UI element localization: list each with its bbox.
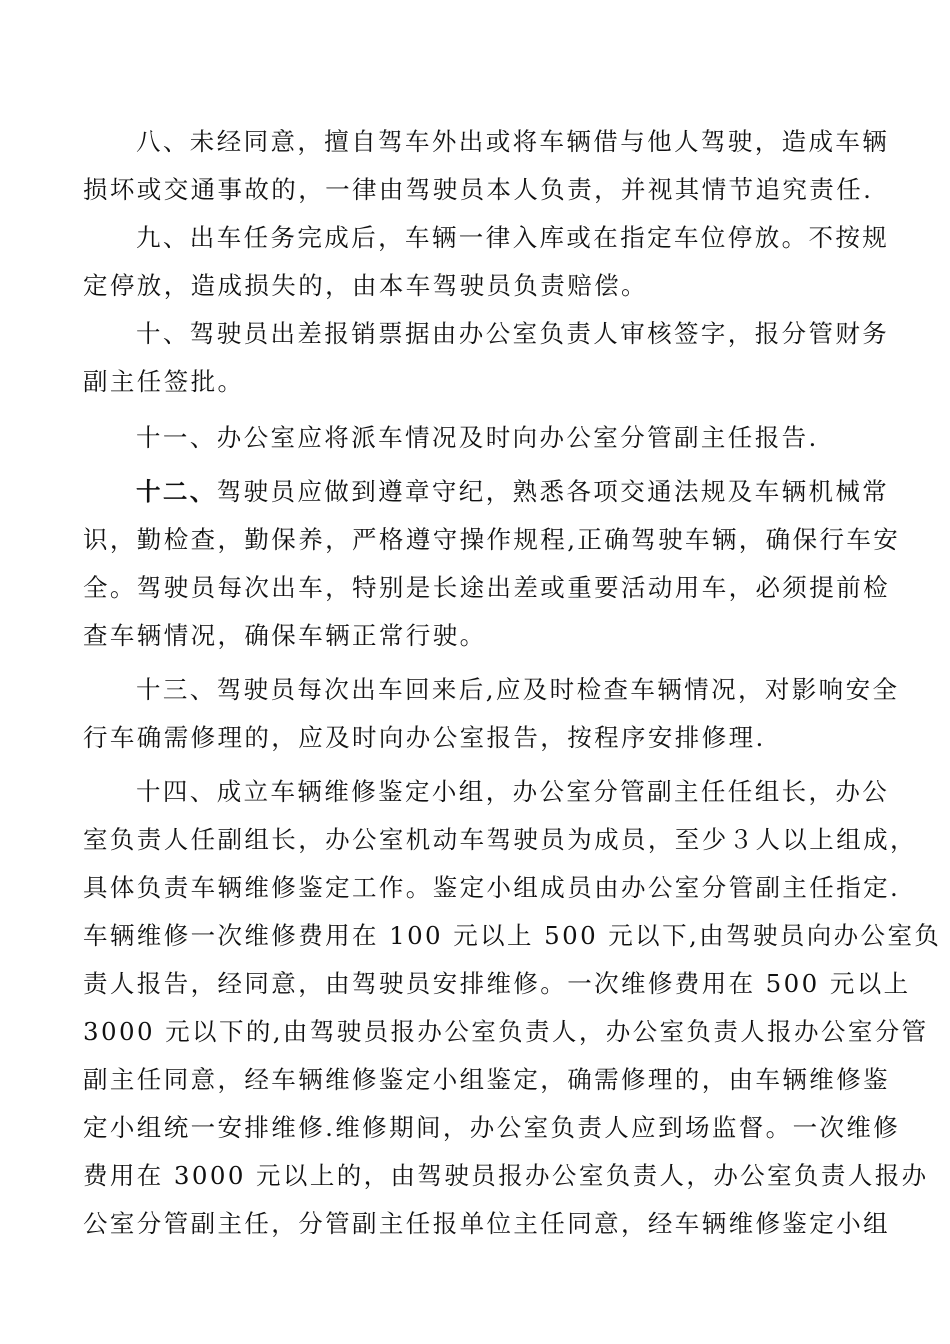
paragraph-10-line-1: 十、驾驶员出差报销票据由办公室负责人审核签字，报分管财务 [136,319,890,348]
paragraph-8-line-1: 八、未经同意，擅自驾车外出或将车辆借与他人驾驶，造成车辆 [136,127,890,156]
paragraph-12-line-4: 查车辆情况，确保车辆正常行驶。 [83,621,487,650]
paragraph-14-line-7: 副主任同意，经车辆维修鉴定小组鉴定，确需修理的，由车辆维修鉴 [83,1065,890,1094]
paragraph-14-line-8: 定小组统一安排维修.维修期间，办公室负责人应到场监督。一次维修 [83,1113,901,1142]
paragraph-12-number: 十二、 [136,477,217,506]
paragraph-13-line-1: 十三、驾驶员每次出车回来后,应及时检查车辆情况，对影响安全 [136,675,900,704]
paragraph-13-line-2: 行车确需修理的，应及时向办公室报告，按程序安排修理. [83,723,766,752]
paragraph-9-line-1: 九、出车任务完成后，车辆一律入库或在指定车位停放。不按规 [136,223,890,252]
paragraph-14-line-9: 费用在 3000 元以上的，由驾驶员报办公室负责人，办公室负责人报办 [83,1161,929,1190]
paragraph-14-line-4: 车辆维修一次维修费用在 100 元以上 500 元以下,由驾驶员向办公室负 [83,921,942,950]
paragraph-14-line-5: 责人报告，经同意，由驾驶员安排维修。一次维修费用在 500 元以上 [83,969,911,998]
paragraph-14-line-3: 具体负责车辆维修鉴定工作。鉴定小组成员由办公室分管副主任指定. [83,873,901,902]
paragraph-10-line-2: 副主任签批。 [83,367,245,396]
paragraph-11-line-1: 十一、办公室应将派车情况及时向办公室分管副主任报告. [136,423,819,452]
paragraph-12-line-2: 识，勤检查，勤保养，严格遵守操作规程,正确驾驶车辆，确保行车安 [83,525,901,554]
paragraph-14-line-6: 3000 元以下的,由驾驶员报办公室负责人，办公室负责人报办公室分管 [83,1017,929,1046]
paragraph-14-line-1: 十四、成立车辆维修鉴定小组，办公室分管副主任任组长，办公 [136,777,890,806]
paragraph-14-line-10: 公室分管副主任，分管副主任报单位主任同意，经车辆维修鉴定小组 [83,1209,890,1238]
paragraph-12-line-1 [136,468,889,516]
paragraph-12-line-3: 全。驾驶员每次出车，特别是长途出差或重要活动用车，必须提前检 [83,573,890,602]
paragraph-14-line-2: 室负责人任副组长，办公室机动车驾驶员为成员，至少３人以上组成， [83,825,917,854]
paragraph-8-line-2: 损坏或交通事故的，一律由驾驶员本人负责，并视其情节追究责任. [83,175,874,204]
paragraph-9-line-2: 定停放，造成损失的，由本车驾驶员负责赔偿。 [83,271,648,300]
paragraph-12-line-1-text: 驾驶员应做到遵章守纪，熟悉各项交通法规及车辆机械常 [216,477,890,506]
